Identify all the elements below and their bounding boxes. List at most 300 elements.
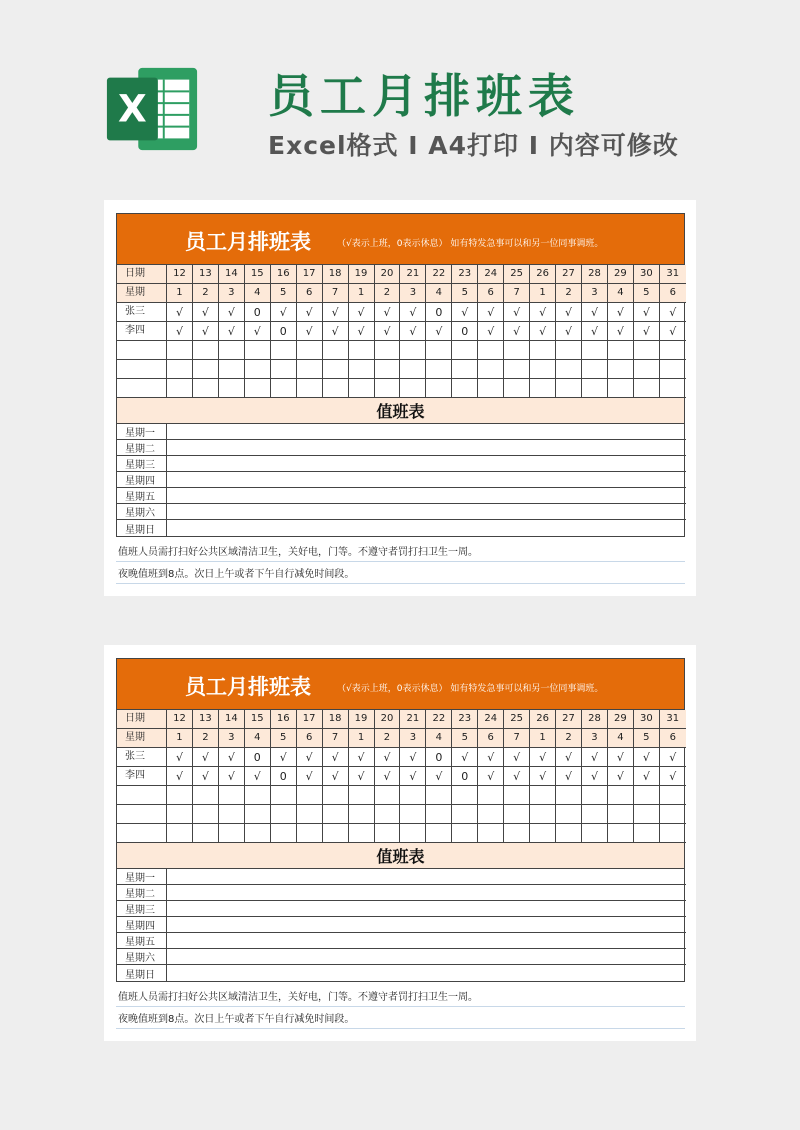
- shift-cell[interactable]: √: [556, 748, 582, 767]
- empty-shift-cell[interactable]: [660, 824, 686, 843]
- duty-entry-cell[interactable]: [167, 933, 686, 949]
- shift-cell[interactable]: √: [608, 748, 634, 767]
- duty-entry-cell[interactable]: [167, 917, 686, 933]
- shift-cell[interactable]: √: [634, 767, 660, 786]
- shift-cell[interactable]: √: [375, 767, 401, 786]
- date-cell: 23: [452, 265, 478, 284]
- empty-shift-cell[interactable]: [556, 805, 582, 824]
- shift-cell[interactable]: √: [556, 322, 582, 341]
- empty-shift-cell[interactable]: [504, 360, 530, 379]
- empty-shift-cell[interactable]: [452, 805, 478, 824]
- empty-shift-cell[interactable]: [400, 341, 426, 360]
- employee-name[interactable]: 李四: [117, 322, 167, 341]
- shift-cell[interactable]: √: [167, 322, 193, 341]
- empty-shift-cell[interactable]: [323, 805, 349, 824]
- shift-cell[interactable]: √: [297, 322, 323, 341]
- empty-shift-cell[interactable]: [271, 786, 297, 805]
- date-cell: 28: [582, 710, 608, 729]
- date-cell: 26: [530, 265, 556, 284]
- weekday-cell: 6: [660, 284, 686, 303]
- shift-cell[interactable]: √: [271, 303, 297, 322]
- empty-shift-cell[interactable]: [582, 360, 608, 379]
- shift-cell[interactable]: 0: [271, 767, 297, 786]
- date-cell: 12: [167, 710, 193, 729]
- empty-shift-cell[interactable]: [608, 786, 634, 805]
- empty-shift-cell[interactable]: [193, 805, 219, 824]
- shift-cell[interactable]: √: [167, 748, 193, 767]
- empty-shift-cell[interactable]: [556, 360, 582, 379]
- shift-cell[interactable]: 0: [426, 303, 452, 322]
- date-cell: 18: [323, 265, 349, 284]
- weekday-cell: 6: [478, 729, 504, 748]
- empty-shift-cell[interactable]: [167, 379, 193, 398]
- empty-shift-cell[interactable]: [530, 341, 556, 360]
- empty-shift-cell[interactable]: [608, 341, 634, 360]
- shift-cell[interactable]: 0: [452, 322, 478, 341]
- empty-shift-cell[interactable]: [660, 360, 686, 379]
- duty-entry-cell[interactable]: [167, 472, 686, 488]
- empty-shift-cell[interactable]: [582, 824, 608, 843]
- shift-cell[interactable]: √: [608, 767, 634, 786]
- empty-shift-cell[interactable]: [504, 341, 530, 360]
- shift-cell[interactable]: √: [245, 322, 271, 341]
- date-cell: 19: [349, 265, 375, 284]
- empty-shift-cell[interactable]: [375, 360, 401, 379]
- shift-cell[interactable]: √: [504, 303, 530, 322]
- note-line: 值班人员需打扫好公共区域清洁卫生，关好电，门等。不遵守者罚打扫卫生一周。: [116, 540, 685, 562]
- duty-entry-cell[interactable]: [167, 965, 686, 981]
- empty-shift-cell[interactable]: [375, 805, 401, 824]
- schedule-note: （√表示上班，0表示休息） 如有特发急事可以和另一位同事调班。: [337, 684, 604, 694]
- empty-shift-cell[interactable]: [426, 786, 452, 805]
- empty-shift-cell[interactable]: [426, 379, 452, 398]
- weekday-cell: 1: [167, 284, 193, 303]
- empty-shift-cell[interactable]: [452, 786, 478, 805]
- empty-shift-cell[interactable]: [271, 824, 297, 843]
- empty-shift-cell[interactable]: [582, 786, 608, 805]
- empty-shift-cell[interactable]: [530, 379, 556, 398]
- empty-shift-cell[interactable]: [117, 824, 167, 843]
- schedule-title: 员工月排班表: [185, 230, 311, 254]
- header: [0, 0, 800, 190]
- duty-entry-cell[interactable]: [167, 949, 686, 965]
- shift-cell[interactable]: √: [478, 322, 504, 341]
- shift-cell[interactable]: 0: [271, 322, 297, 341]
- date-cell: 28: [582, 265, 608, 284]
- empty-shift-cell[interactable]: [478, 360, 504, 379]
- shift-cell[interactable]: √: [349, 767, 375, 786]
- date-cell: 17: [297, 710, 323, 729]
- shift-cell[interactable]: √: [400, 748, 426, 767]
- weekday-cell: 7: [504, 284, 530, 303]
- shift-cell[interactable]: √: [478, 748, 504, 767]
- shift-cell[interactable]: √: [219, 767, 245, 786]
- shift-cell[interactable]: √: [452, 303, 478, 322]
- empty-shift-cell[interactable]: [530, 824, 556, 843]
- weekday-cell: 6: [297, 729, 323, 748]
- empty-shift-cell[interactable]: [426, 824, 452, 843]
- page-title: 员工月排班表: [268, 69, 580, 123]
- shift-cell[interactable]: √: [271, 748, 297, 767]
- shift-cell[interactable]: √: [634, 322, 660, 341]
- empty-shift-cell[interactable]: [271, 360, 297, 379]
- empty-shift-cell[interactable]: [556, 379, 582, 398]
- duty-day-label: 星期六: [117, 949, 167, 965]
- date-cell: 16: [271, 265, 297, 284]
- date-cell: 26: [530, 710, 556, 729]
- shift-cell[interactable]: √: [660, 322, 686, 341]
- weekday-cell: 2: [556, 729, 582, 748]
- date-cell: 29: [608, 710, 634, 729]
- shift-cell[interactable]: √: [375, 748, 401, 767]
- empty-shift-cell[interactable]: [193, 786, 219, 805]
- shift-cell[interactable]: √: [530, 303, 556, 322]
- employee-name[interactable]: 张三: [117, 303, 167, 322]
- empty-shift-cell[interactable]: [219, 341, 245, 360]
- date-cell: 25: [504, 710, 530, 729]
- empty-shift-cell[interactable]: [245, 341, 271, 360]
- empty-shift-cell[interactable]: [297, 805, 323, 824]
- shift-cell[interactable]: 0: [426, 748, 452, 767]
- weekday-cell: 1: [167, 729, 193, 748]
- empty-shift-cell[interactable]: [117, 341, 167, 360]
- empty-shift-cell[interactable]: [117, 786, 167, 805]
- empty-shift-cell[interactable]: [660, 379, 686, 398]
- shift-cell[interactable]: √: [504, 748, 530, 767]
- shift-cell[interactable]: √: [323, 303, 349, 322]
- shift-cell[interactable]: √: [245, 767, 271, 786]
- shift-cell[interactable]: √: [400, 322, 426, 341]
- weekday-row-label: 星期: [117, 729, 167, 748]
- empty-shift-cell[interactable]: [504, 786, 530, 805]
- empty-shift-cell[interactable]: [634, 379, 660, 398]
- empty-shift-cell[interactable]: [349, 805, 375, 824]
- empty-shift-cell[interactable]: [504, 805, 530, 824]
- empty-shift-cell[interactable]: [582, 805, 608, 824]
- weekday-cell: 1: [530, 284, 556, 303]
- employee-name[interactable]: 张三: [117, 748, 167, 767]
- weekday-cell: 5: [452, 284, 478, 303]
- empty-shift-cell[interactable]: [478, 341, 504, 360]
- duty-entry-cell[interactable]: [167, 440, 686, 456]
- date-cell: 20: [375, 265, 401, 284]
- empty-shift-cell[interactable]: [167, 805, 193, 824]
- empty-shift-cell[interactable]: [193, 379, 219, 398]
- weekday-cell: 4: [608, 284, 634, 303]
- empty-shift-cell[interactable]: [608, 824, 634, 843]
- empty-shift-cell[interactable]: [426, 360, 452, 379]
- shift-cell[interactable]: √: [400, 303, 426, 322]
- shift-cell[interactable]: √: [530, 322, 556, 341]
- date-cell: 22: [426, 710, 452, 729]
- duty-entry-cell[interactable]: [167, 456, 686, 472]
- empty-shift-cell[interactable]: [271, 379, 297, 398]
- duty-entry-cell[interactable]: [167, 504, 686, 520]
- empty-shift-cell[interactable]: [219, 360, 245, 379]
- empty-shift-cell[interactable]: [660, 341, 686, 360]
- shift-cell[interactable]: √: [349, 748, 375, 767]
- empty-shift-cell[interactable]: [478, 379, 504, 398]
- duty-entry-cell[interactable]: [167, 901, 686, 917]
- empty-shift-cell[interactable]: [219, 379, 245, 398]
- shift-cell[interactable]: √: [375, 303, 401, 322]
- empty-shift-cell[interactable]: [117, 360, 167, 379]
- empty-shift-cell[interactable]: [167, 824, 193, 843]
- date-cell: 24: [478, 710, 504, 729]
- shift-cell[interactable]: √: [660, 767, 686, 786]
- weekday-cell: 1: [349, 729, 375, 748]
- empty-shift-cell[interactable]: [245, 805, 271, 824]
- date-cell: 27: [556, 710, 582, 729]
- date-cell: 23: [452, 710, 478, 729]
- shift-cell[interactable]: √: [323, 767, 349, 786]
- date-cell: 19: [349, 710, 375, 729]
- empty-shift-cell[interactable]: [426, 805, 452, 824]
- empty-shift-cell[interactable]: [660, 805, 686, 824]
- empty-shift-cell[interactable]: [478, 805, 504, 824]
- empty-shift-cell[interactable]: [504, 824, 530, 843]
- notes: [116, 985, 685, 1029]
- weekday-cell: 7: [323, 729, 349, 748]
- empty-shift-cell[interactable]: [297, 786, 323, 805]
- empty-shift-cell[interactable]: [478, 824, 504, 843]
- duty-day-label: 星期五: [117, 488, 167, 504]
- empty-shift-cell[interactable]: [245, 360, 271, 379]
- shift-cell[interactable]: √: [634, 303, 660, 322]
- empty-shift-cell[interactable]: [400, 786, 426, 805]
- weekday-cell: 4: [245, 284, 271, 303]
- date-cell: 21: [400, 265, 426, 284]
- shift-cell[interactable]: 0: [245, 303, 271, 322]
- shift-cell[interactable]: √: [323, 322, 349, 341]
- empty-shift-cell[interactable]: [297, 379, 323, 398]
- shift-cell[interactable]: √: [426, 767, 452, 786]
- empty-shift-cell[interactable]: [478, 786, 504, 805]
- empty-shift-cell[interactable]: [452, 341, 478, 360]
- shift-cell[interactable]: √: [478, 303, 504, 322]
- empty-shift-cell[interactable]: [167, 341, 193, 360]
- shift-cell[interactable]: √: [219, 322, 245, 341]
- empty-shift-cell[interactable]: [452, 824, 478, 843]
- empty-shift-cell[interactable]: [634, 824, 660, 843]
- shift-cell[interactable]: √: [193, 767, 219, 786]
- empty-shift-cell[interactable]: [608, 360, 634, 379]
- empty-shift-cell[interactable]: [167, 360, 193, 379]
- empty-shift-cell[interactable]: [608, 379, 634, 398]
- shift-cell[interactable]: √: [660, 303, 686, 322]
- empty-shift-cell[interactable]: [504, 379, 530, 398]
- empty-shift-cell[interactable]: [193, 341, 219, 360]
- empty-shift-cell[interactable]: [297, 824, 323, 843]
- note-line: 夜晚值班到8点。次日上午或者下午自行减免时间段。: [116, 562, 685, 584]
- empty-shift-cell[interactable]: [634, 786, 660, 805]
- empty-shift-cell[interactable]: [219, 824, 245, 843]
- weekday-cell: 3: [582, 729, 608, 748]
- empty-shift-cell[interactable]: [634, 341, 660, 360]
- duty-title: 值班表: [117, 843, 684, 869]
- shift-cell[interactable]: √: [582, 767, 608, 786]
- duty-entry-cell[interactable]: [167, 520, 686, 536]
- empty-shift-cell[interactable]: [349, 341, 375, 360]
- empty-shift-cell[interactable]: [530, 786, 556, 805]
- shift-cell[interactable]: √: [219, 748, 245, 767]
- empty-shift-cell[interactable]: [400, 824, 426, 843]
- shift-cell[interactable]: √: [478, 767, 504, 786]
- shift-cell[interactable]: √: [582, 303, 608, 322]
- shift-cell[interactable]: √: [608, 322, 634, 341]
- empty-shift-cell[interactable]: [349, 786, 375, 805]
- empty-shift-cell[interactable]: [556, 341, 582, 360]
- shift-cell[interactable]: √: [530, 767, 556, 786]
- date-cell: 25: [504, 265, 530, 284]
- weekday-cell: 4: [245, 729, 271, 748]
- empty-shift-cell[interactable]: [297, 360, 323, 379]
- empty-shift-cell[interactable]: [400, 805, 426, 824]
- duty-entry-cell[interactable]: [167, 488, 686, 504]
- shift-cell[interactable]: √: [400, 767, 426, 786]
- shift-cell[interactable]: √: [349, 322, 375, 341]
- shift-cell[interactable]: √: [297, 767, 323, 786]
- shift-cell[interactable]: √: [556, 767, 582, 786]
- empty-shift-cell[interactable]: [400, 360, 426, 379]
- shift-cell[interactable]: √: [660, 748, 686, 767]
- page-subtitle: Excel格式 I A4打印 I 内容可修改: [268, 131, 679, 160]
- empty-shift-cell[interactable]: [219, 786, 245, 805]
- shift-cell[interactable]: √: [608, 303, 634, 322]
- empty-shift-cell[interactable]: [323, 341, 349, 360]
- shift-cell[interactable]: √: [582, 748, 608, 767]
- shift-cell[interactable]: √: [193, 748, 219, 767]
- shift-cell[interactable]: √: [219, 303, 245, 322]
- weekday-cell: 4: [426, 729, 452, 748]
- empty-shift-cell[interactable]: [660, 786, 686, 805]
- shift-cell[interactable]: √: [375, 322, 401, 341]
- weekday-cell: 2: [193, 284, 219, 303]
- employee-name[interactable]: 李四: [117, 767, 167, 786]
- weekday-cell: 4: [608, 729, 634, 748]
- duty-entry-cell[interactable]: [167, 869, 686, 885]
- empty-shift-cell[interactable]: [556, 824, 582, 843]
- weekday-cell: 6: [478, 284, 504, 303]
- duty-day-label: 星期五: [117, 933, 167, 949]
- shift-cell[interactable]: √: [297, 303, 323, 322]
- empty-shift-cell[interactable]: [530, 360, 556, 379]
- shift-cell[interactable]: √: [452, 748, 478, 767]
- empty-shift-cell[interactable]: [375, 786, 401, 805]
- date-cell: 21: [400, 710, 426, 729]
- shift-cell[interactable]: √: [349, 303, 375, 322]
- shift-cell[interactable]: √: [634, 748, 660, 767]
- empty-shift-cell[interactable]: [634, 805, 660, 824]
- shift-cell[interactable]: √: [556, 303, 582, 322]
- weekday-cell: 4: [426, 284, 452, 303]
- empty-shift-cell[interactable]: [426, 341, 452, 360]
- empty-shift-cell[interactable]: [167, 786, 193, 805]
- empty-shift-cell[interactable]: [608, 805, 634, 824]
- weekday-cell: 5: [271, 284, 297, 303]
- shift-cell[interactable]: √: [426, 322, 452, 341]
- date-cell: 18: [323, 710, 349, 729]
- empty-shift-cell[interactable]: [634, 360, 660, 379]
- duty-entry-cell[interactable]: [167, 424, 686, 440]
- shift-cell[interactable]: 0: [452, 767, 478, 786]
- empty-shift-cell[interactable]: [582, 341, 608, 360]
- shift-cell[interactable]: √: [193, 303, 219, 322]
- duty-day-label: 星期六: [117, 504, 167, 520]
- empty-shift-cell[interactable]: [297, 341, 323, 360]
- shift-cell[interactable]: √: [193, 322, 219, 341]
- shift-cell[interactable]: √: [323, 748, 349, 767]
- empty-shift-cell[interactable]: [117, 805, 167, 824]
- empty-shift-cell[interactable]: [375, 379, 401, 398]
- duty-day-label: 星期四: [117, 472, 167, 488]
- empty-shift-cell[interactable]: [323, 786, 349, 805]
- empty-shift-cell[interactable]: [582, 379, 608, 398]
- empty-shift-cell[interactable]: [323, 360, 349, 379]
- empty-shift-cell[interactable]: [245, 379, 271, 398]
- duty-grid: [117, 424, 684, 536]
- empty-shift-cell[interactable]: [271, 805, 297, 824]
- empty-shift-cell[interactable]: [193, 360, 219, 379]
- weekday-cell: 3: [219, 284, 245, 303]
- empty-shift-cell[interactable]: [323, 379, 349, 398]
- empty-shift-cell[interactable]: [556, 786, 582, 805]
- empty-shift-cell[interactable]: [117, 379, 167, 398]
- note-line: 夜晚值班到8点。次日上午或者下午自行减免时间段。: [116, 1007, 685, 1029]
- weekday-cell: 2: [375, 284, 401, 303]
- weekday-cell: 2: [556, 284, 582, 303]
- shift-cell[interactable]: 0: [245, 748, 271, 767]
- date-cell: 20: [375, 710, 401, 729]
- duty-day-label: 星期一: [117, 869, 167, 885]
- duty-entry-cell[interactable]: [167, 885, 686, 901]
- empty-shift-cell[interactable]: [245, 786, 271, 805]
- empty-shift-cell[interactable]: [400, 379, 426, 398]
- empty-shift-cell[interactable]: [452, 379, 478, 398]
- shift-cell[interactable]: √: [582, 322, 608, 341]
- empty-shift-cell[interactable]: [349, 360, 375, 379]
- schedule-grid: [117, 265, 684, 398]
- weekday-cell: 5: [634, 284, 660, 303]
- empty-shift-cell[interactable]: [219, 805, 245, 824]
- empty-shift-cell[interactable]: [375, 824, 401, 843]
- empty-shift-cell[interactable]: [245, 824, 271, 843]
- schedule-grid: [117, 710, 684, 843]
- empty-shift-cell[interactable]: [530, 805, 556, 824]
- empty-shift-cell[interactable]: [193, 824, 219, 843]
- shift-cell[interactable]: √: [504, 322, 530, 341]
- empty-shift-cell[interactable]: [452, 360, 478, 379]
- empty-shift-cell[interactable]: [271, 341, 297, 360]
- empty-shift-cell[interactable]: [375, 341, 401, 360]
- duty-title: 值班表: [117, 398, 684, 424]
- excel-icon: [103, 60, 201, 158]
- notes: [116, 540, 685, 584]
- weekday-cell: 3: [400, 729, 426, 748]
- weekday-cell: 2: [375, 729, 401, 748]
- weekday-cell: 3: [219, 729, 245, 748]
- empty-shift-cell[interactable]: [349, 379, 375, 398]
- logo-letter: X: [118, 86, 147, 131]
- date-cell: 14: [219, 265, 245, 284]
- shift-cell[interactable]: √: [167, 303, 193, 322]
- shift-cell[interactable]: √: [167, 767, 193, 786]
- shift-cell[interactable]: √: [504, 767, 530, 786]
- empty-shift-cell[interactable]: [349, 824, 375, 843]
- empty-shift-cell[interactable]: [323, 824, 349, 843]
- shift-cell[interactable]: √: [530, 748, 556, 767]
- shift-cell[interactable]: √: [297, 748, 323, 767]
